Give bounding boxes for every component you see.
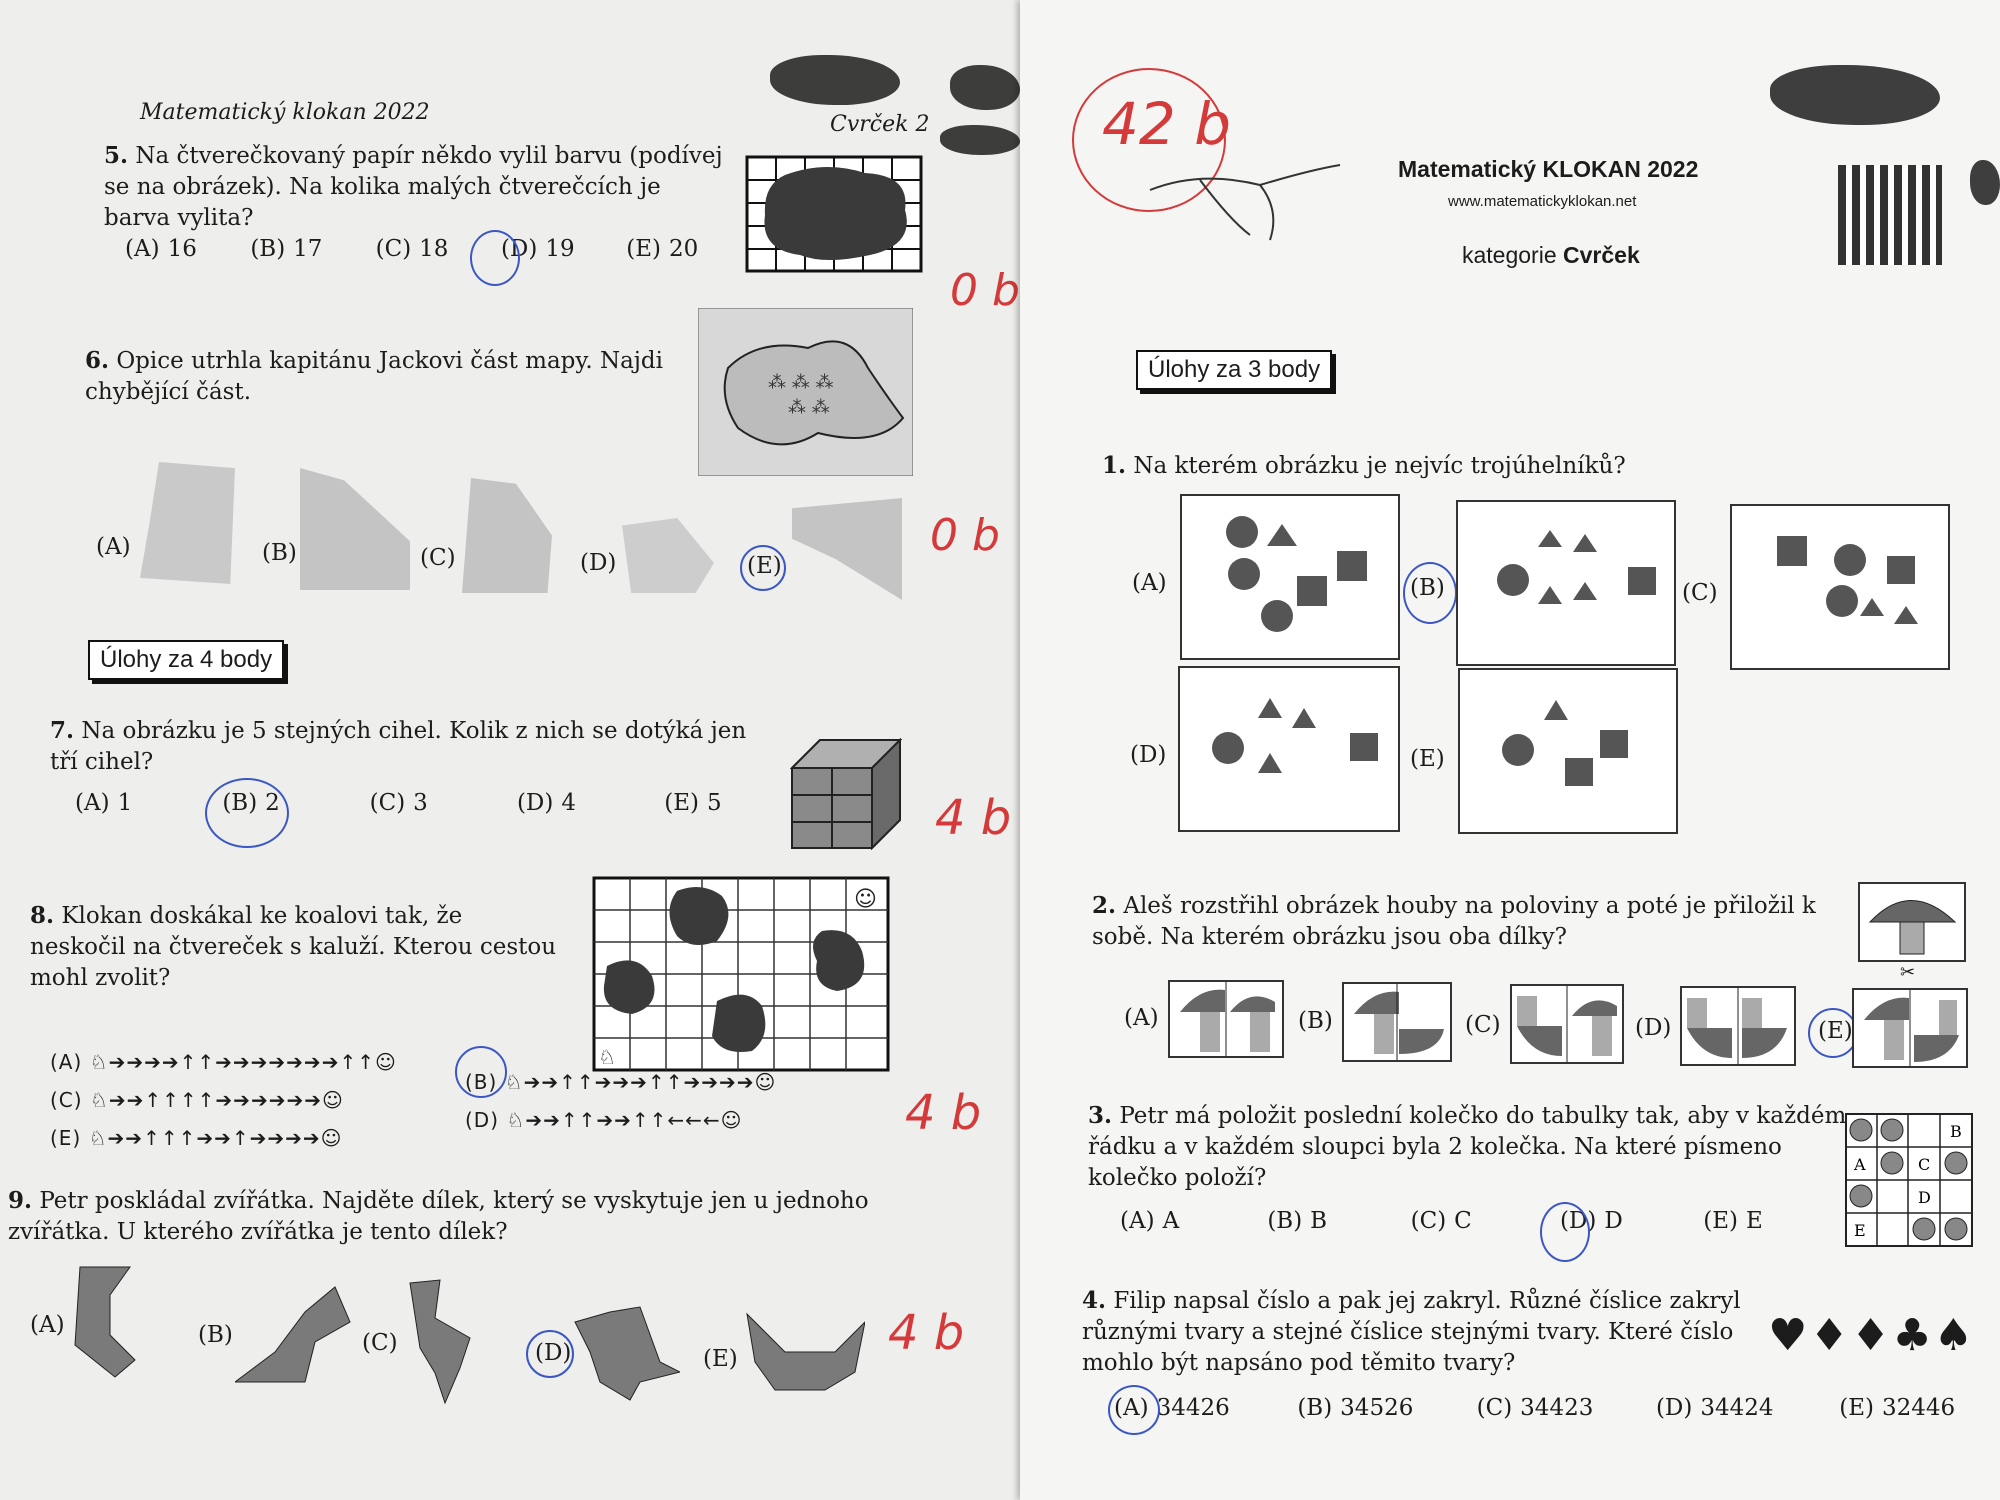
q2-option-c[interactable]: (C): [1465, 1012, 1501, 1038]
question-5: [104, 140, 734, 234]
answer-circle-d: [526, 1330, 574, 1378]
answer-circle-d: [470, 230, 520, 286]
treasure-map-figure: [698, 308, 913, 476]
q9-option-b[interactable]: (B): [198, 1322, 233, 1348]
puddle-grid-figure: [592, 876, 890, 1072]
q2-option-a[interactable]: (A): [1124, 1005, 1159, 1031]
svg-text:⁂ ⁂: ⁂ ⁂: [788, 397, 830, 418]
map-piece-b: [300, 468, 410, 590]
scissors-icon: ✂: [1900, 962, 1916, 983]
question-text: Petr má položit poslední kolečko do tabulky tak, aby v každém řádku a v každém sloupci byla 2 kolečka. Na které písmeno kolečko položí?: [1088, 1103, 1847, 1191]
q8-option-d[interactable]: (D) ♘➔➔↑↑➔➔↑↑←←←☺: [465, 1108, 743, 1132]
section-heading-3-points: Úlohy za 3 body: [1136, 350, 1332, 390]
q6-option-a[interactable]: (A): [96, 534, 131, 560]
option-d[interactable]: (D) 34424: [1655, 1395, 1774, 1421]
question-text: Na čtverečkovaný papír někdo vylil barvu (podívej se na obrázek). Na kolika malých čtverečcích je barva vylita?: [104, 143, 723, 231]
answer-circle-e: [740, 545, 786, 591]
grid-letter-d: D: [1918, 1188, 1931, 1207]
card-suit-shapes: ♥♦♦♣♠: [1768, 1310, 1976, 1361]
question-7: [50, 715, 780, 778]
q1-option-c[interactable]: (C): [1682, 580, 1718, 606]
map-piece-a: [140, 462, 235, 584]
q8-option-b[interactable]: (B) ♘➔➔↑↑➔➔➔↑↑➔➔➔➔☺: [465, 1070, 777, 1094]
question-number: 1.: [1102, 452, 1127, 479]
mushroom-option-a: [1168, 980, 1284, 1058]
map-piece-c: [462, 478, 552, 593]
answer-circle-b: [205, 778, 289, 848]
answer-circle-a: [1108, 1385, 1160, 1435]
question-text: Filip napsal číslo a pak jej zakryl. Různé číslice zakryl různými tvary a stejné číslice stejnými tvary. Které číslo mohlo být napsáno pod těmito tvary?: [1082, 1288, 1741, 1376]
score-mark-q6: 0 b: [930, 510, 1000, 561]
mushroom-option-b: [1342, 982, 1452, 1062]
q9-option-e[interactable]: (E): [703, 1346, 738, 1372]
answer-circle-b: [455, 1046, 507, 1098]
question-text: Na kterém obrázku je nejvíc trojúhelníků?: [1133, 453, 1626, 479]
score-mark-q8: 4 b: [905, 1085, 982, 1141]
answer-circle-d: [1540, 1202, 1590, 1262]
q7-options: [75, 790, 804, 816]
option-d[interactable]: (D) 19: [500, 236, 575, 262]
option-b[interactable]: (B) 34526: [1297, 1395, 1414, 1421]
paint-grid-figure: [745, 155, 925, 275]
question-text: Na obrázku je 5 stejných cihel. Kolik z nich se dotýká jen tří cihel?: [50, 718, 747, 775]
header-title: Matematický klokan 2022: [140, 100, 430, 125]
option-e[interactable]: (E) 32446: [1839, 1395, 1956, 1421]
redacted-name-scribble: [1970, 160, 2000, 205]
option-b[interactable]: (B) 17: [250, 236, 323, 262]
map-piece-d: [622, 518, 714, 593]
question-text: Petr poskládal zvířátka. Najděte dílek, který se vyskytuje jen u jednoho zvířátka. U kterého zvířátka je tento dílek?: [8, 1188, 869, 1245]
q2-option-b[interactable]: (B): [1298, 1008, 1333, 1034]
grid-letter-c: C: [1918, 1155, 1931, 1174]
option-e[interactable]: (E) 20: [626, 236, 699, 262]
option-b[interactable]: (B) 2: [222, 790, 280, 816]
option-d[interactable]: (D) D: [1559, 1208, 1623, 1234]
score-mark-q9: 4 b: [888, 1305, 965, 1361]
circles-grid-figure: [1844, 1112, 1974, 1248]
score-mark-q7: 4 b: [935, 790, 1012, 846]
question-2: [1092, 890, 1862, 953]
contest-url[interactable]: www.matematickyklokan.net: [1448, 193, 1637, 210]
tangram-animal-a: [70, 1265, 140, 1380]
q1-option-e[interactable]: (E): [1410, 746, 1445, 772]
option-c[interactable]: (C) 34423: [1476, 1395, 1594, 1421]
answer-circle-e: [1808, 1008, 1858, 1058]
shapes-figure-c: [1730, 504, 1950, 670]
map-piece-e: [792, 498, 902, 600]
kangaroo-logo: [1140, 150, 1360, 250]
question-text: Aleš rozstřihl obrázek houby na poloviny a poté je přiložil k sobě. Na kterém obrázku jsou oba dílky?: [1092, 893, 1816, 950]
q9-option-c[interactable]: (C): [362, 1330, 398, 1356]
option-c[interactable]: (C) C: [1410, 1208, 1472, 1234]
q6-option-c[interactable]: (C): [420, 545, 456, 571]
question-number: 8.: [30, 902, 55, 929]
grid-letter-b: B: [1950, 1122, 1962, 1141]
question-number: 6.: [85, 347, 110, 374]
redacted-name-scribble: [940, 125, 1020, 155]
tangram-animal-c: [400, 1278, 480, 1408]
header-category: Cvrček 2: [830, 112, 930, 137]
q6-option-d[interactable]: (D): [580, 550, 617, 576]
q8-option-a[interactable]: (A) ♘➔➔➔➔↑↑➔➔➔➔➔➔➔↑↑☺: [50, 1050, 397, 1074]
answer-circle-b: [1403, 562, 1457, 624]
q9-option-d[interactable]: (D): [535, 1340, 572, 1366]
question-number: 4.: [1082, 1287, 1107, 1314]
shapes-figure-e: [1458, 668, 1678, 834]
question-number: 9.: [8, 1187, 33, 1214]
q3-options: [1120, 1208, 1839, 1234]
question-text: Opice utrhla kapitánu Jackovi část mapy. Najdi chybějící část.: [85, 348, 663, 405]
mushroom-option-c: [1510, 984, 1624, 1064]
q8-option-e[interactable]: (E) ♘➔➔↑↑↑➔➔↑➔➔➔➔☺: [50, 1126, 343, 1150]
tangram-animal-e: [745, 1312, 865, 1392]
svg-text:⁂ ⁂ ⁂: ⁂ ⁂ ⁂: [768, 372, 834, 393]
question-number: 7.: [50, 717, 75, 744]
q1-option-d[interactable]: (D): [1130, 742, 1167, 768]
q5-options: [125, 236, 744, 262]
svg-text:☺: ☺: [854, 887, 877, 912]
qr-code: [1838, 165, 1942, 265]
right-page: [1020, 0, 2000, 1500]
option-a[interactable]: (A) 16: [125, 236, 197, 262]
q1-option-a[interactable]: (A): [1132, 570, 1167, 596]
category-line: kategorie Cvrček: [1462, 242, 1640, 268]
shapes-figure-a: [1180, 494, 1400, 660]
q4-options: [1114, 1395, 1999, 1421]
redacted-name-scribble: [770, 55, 900, 105]
total-score: 42 b: [1102, 90, 1232, 158]
redacted-name-scribble: [950, 65, 1020, 110]
mushroom-option-d: [1680, 986, 1796, 1066]
question-number: 2.: [1092, 892, 1117, 919]
option-e[interactable]: (E) E: [1703, 1208, 1763, 1234]
option-c[interactable]: (C) 18: [375, 236, 449, 262]
shapes-figure-b: [1456, 500, 1676, 666]
option-b[interactable]: (B) B: [1267, 1208, 1328, 1234]
contest-title: Matematický KLOKAN 2022: [1398, 156, 1699, 182]
question-1: [1102, 450, 1802, 482]
question-6: [85, 345, 685, 408]
option-e[interactable]: (E) 5: [664, 790, 722, 816]
question-3: [1088, 1100, 1858, 1194]
q8-option-c[interactable]: (C) ♘➔➔↑↑↑↑➔➔➔➔➔➔☺: [50, 1088, 344, 1112]
q9-option-a[interactable]: (A): [30, 1312, 65, 1338]
question-4: [1082, 1285, 1762, 1379]
question-number: 5.: [104, 142, 129, 169]
option-a[interactable]: (A) A: [1120, 1208, 1180, 1234]
q1-option-b[interactable]: (B): [1410, 575, 1445, 601]
redacted-name-scribble: [1770, 65, 1940, 125]
mushroom-figure: [1858, 882, 1966, 962]
grid-letter-e: E: [1854, 1221, 1866, 1240]
bricks-figure: [790, 738, 902, 850]
tangram-animal-d: [570, 1302, 680, 1402]
option-a[interactable]: (A) 34426: [1114, 1395, 1230, 1421]
question-text: Klokan doskákal ke koalovi tak, že neskočil na čtvereček s kaluží. Kterou cestou mohl zvolit?: [30, 903, 557, 991]
question-number: 3.: [1088, 1102, 1113, 1129]
q2-option-d[interactable]: (D): [1635, 1015, 1672, 1041]
q2-option-e[interactable]: (E): [1818, 1018, 1853, 1044]
grid-letter-a: A: [1854, 1155, 1866, 1174]
option-a[interactable]: (A) 1: [75, 790, 133, 816]
question-8: [30, 900, 560, 994]
q6-option-e[interactable]: (E): [747, 553, 782, 579]
tangram-animal-b: [235, 1282, 355, 1384]
q6-option-b[interactable]: (B): [262, 540, 297, 566]
section-heading-4-points: Úlohy za 4 body: [88, 640, 284, 680]
shapes-figure-d: [1178, 666, 1400, 832]
question-9: [8, 1185, 888, 1248]
option-d[interactable]: (D) 4: [516, 790, 576, 816]
option-c[interactable]: (C) 3: [369, 790, 428, 816]
mushroom-option-e: [1852, 988, 1968, 1068]
svg-text:♘: ♘: [598, 1045, 616, 1069]
score-mark-q5: 0 b: [950, 265, 1020, 316]
